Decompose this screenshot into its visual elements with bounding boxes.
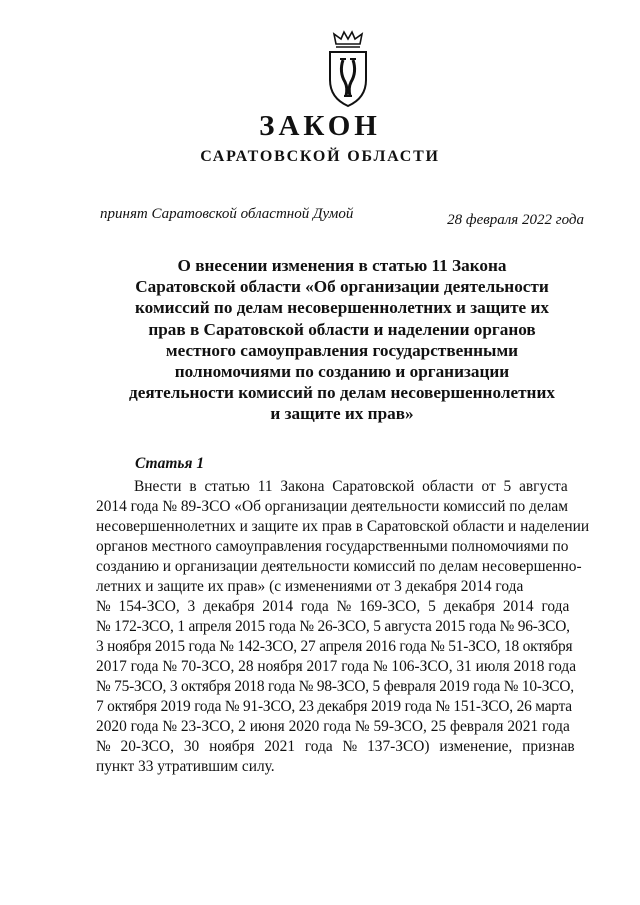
article-line: летних и защите их прав» (с изменениями от 3 декабря 2014 года	[96, 578, 524, 595]
article-line: 3 ноября 2015 года № 142-ЗСО, 27 апреля 2016 года № 51-ЗСО, 18 октября	[96, 638, 573, 655]
article-line: 2020 года № 23-ЗСО, 2 июня 2020 года № 59-ЗСО, 25 февраля 2021 года	[96, 718, 570, 735]
document-heading	[96, 255, 588, 425]
heading-line: полномочиями по созданию и организации	[174, 362, 510, 382]
article-line: № 20-ЗСО, 30 ноября 2021 года № 137-ЗСО) изменение, признав	[96, 738, 575, 755]
region-name: САРАТОВСКОЙ ОБЛАСТИ	[200, 148, 440, 165]
saratov-coat-of-arms-icon	[324, 30, 372, 108]
adopted-by: принят Саратовской областной Думой	[100, 206, 354, 222]
adoption-date: 28 февраля 2022 года	[447, 212, 584, 228]
law-title: ЗАКОН	[259, 110, 381, 142]
article-line: № 75-ЗСО, 3 октября 2018 года № 98-ЗСО, 5 февраля 2019 года № 10-ЗСО,	[96, 678, 574, 695]
article-title: Статья 1	[135, 455, 205, 472]
article-line: Внести в статью 11 Закона Саратовской области от 5 августа	[134, 478, 568, 495]
article-line: органов местного самоуправления государственными полномочиями по	[96, 538, 569, 555]
article-line: созданию и организации деятельности комиссий по делам несовершенно-	[96, 558, 582, 575]
article-line: пункт 33 утратившим силу.	[96, 758, 275, 775]
heading-line: прав в Саратовской области и наделении органов	[148, 319, 536, 339]
heading-line: Саратовской области «Об организации деятельности	[135, 277, 549, 297]
heading-line: деятельности комиссий по делам несовершеннолетних	[129, 383, 555, 403]
article-line: № 172-ЗСО, 1 апреля 2015 года № 26-ЗСО, 5 августа 2015 года № 96-ЗСО,	[96, 618, 570, 635]
heading-line: О внесении изменения в статью 11 Закона	[177, 256, 507, 275]
article-line: 7 октября 2019 года № 91-ЗСО, 23 декабря 2019 года № 151-ЗСО, 26 марта	[96, 698, 572, 715]
heading-line: и защите их прав»	[270, 404, 414, 424]
article-body	[96, 477, 590, 777]
article-line: 2014 года № 89-ЗСО «Об организации деятельности комиссий по делам	[96, 498, 568, 515]
article-line: № 154-ЗСО, 3 декабря 2014 года № 169-ЗСО, 5 декабря 2014 года	[96, 598, 570, 615]
heading-line: комиссий по делам несовершеннолетних и защите их	[135, 298, 549, 318]
article-line: 2017 года № 70-ЗСО, 28 ноября 2017 года № 106-ЗСО, 31 июля 2018 года	[96, 658, 577, 675]
heading-line: местного самоуправления государственными	[165, 340, 519, 360]
article-line: несовершеннолетних и защите их прав в Саратовской области и наделении	[96, 518, 590, 535]
